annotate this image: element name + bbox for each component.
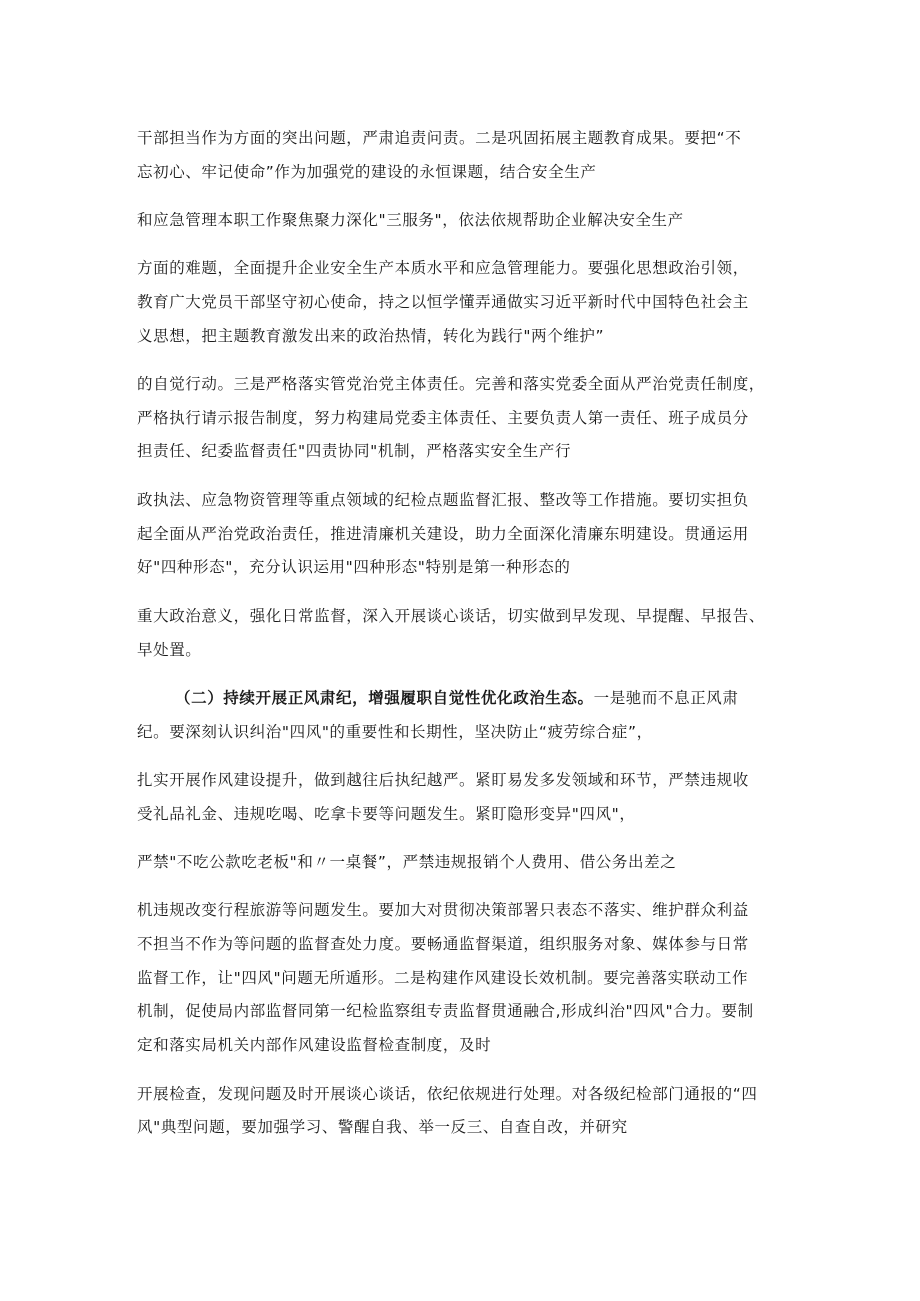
section-heading: （二）持续开展正风肃纪，增强履职自觉性优化政治生态。 — [175, 689, 594, 707]
paragraph-line: 方面的难题，全面提升企业安全生产本质水平和应急管理能力。要强化思想政治引领， — [137, 259, 749, 277]
paragraph-line: 严格执行请示报告制度，努力构建局党委主体责任、主要负责人第一责任、班子成员分 — [137, 409, 749, 427]
paragraph-line: 好"四种形态"，充分认识运用"四种形态"特别是第一种形态的 — [137, 558, 571, 576]
paragraph-line: 机违规改变行程旅游等问题发生。要加大对贯彻决策部署只表态不落实、维护群众利益 — [137, 901, 749, 919]
paragraph-line: 纪。要深刻认识纠治"四风"的重要性和长期性，坚决防止“疲劳综合症”， — [137, 723, 653, 741]
paragraph-line: 开展检查，发现问题及时开展谈心谈话，依纪依规进行处理。对各级纪检部门通报的“四 — [137, 1085, 758, 1103]
paragraph-line: 早处置。 — [137, 641, 202, 659]
paragraph-line: 义思想，把主题教育激发出来的政治热情，转化为践行"两个维护” — [137, 327, 605, 345]
paragraph-line: 监督工作，让"四风"问题无所遁形。二是构建作风建设长效机制。要完善落实联动工作 — [137, 969, 749, 987]
paragraph-line: 不担当不作为等问题的监督查处力度。要畅通监督渠道，组织服务对象、媒体参与日常 — [137, 935, 749, 953]
paragraph-line: 的自觉行动。三是严格落实管党治党主体责任。完善和落实党委全面从严治党责任制度， — [137, 375, 765, 393]
paragraph-line: 忘初心、牢记使命”作为加强党的建设的永恒课题，结合安全生产 — [137, 163, 597, 181]
paragraph-line: 干部担当作为方面的突出问题，严肃追责问责。二是巩固拓展主题教育成果。要把“不 — [137, 129, 742, 147]
paragraph-line: 扎实开展作风建设提升，做到越往后执纪越严。紧盯易发多发领域和环节，严禁违规收 — [137, 771, 749, 789]
paragraph-line: 教育广大党员干部坚守初心使命，持之以恒学懂弄通做实习近平新时代中国特色社会主 — [137, 293, 749, 311]
paragraph-line: 政执法、应急物资管理等重点领域的纪检点题监督汇报、整改等工作措施。要切实担负 — [137, 491, 749, 509]
section-heading-line — [175, 688, 739, 708]
paragraph-line: 和应急管理本职工作聚焦聚力深化"三服务"，依法依规帮助企业解决安全生产 — [137, 211, 684, 229]
section-heading-continuation: 一是驰而不息正风肃 — [593, 689, 739, 707]
paragraph-line: 受礼品礼金、违规吃喝、吃拿卡要等问题发生。紧盯隐形变异"四风"， — [137, 805, 636, 823]
paragraph-line: 风"典型问题，要加强学习、警醒自我、举一反三、自查自改，并研究 — [137, 1118, 628, 1136]
paragraph-line: 机制，促使局内部监督同第一纪检监察组专责监督贯通融合,形成纠治"四风"合力。要制 — [137, 1002, 754, 1020]
paragraph-line: 重大政治意义，强化日常监督，深入开展谈心谈话，切实做到早发现、早提醒、早报告、 — [137, 607, 765, 625]
paragraph-line: 严禁"不吃公款吃老板"和〃一桌餐”，严禁违规报销个人费用、借公务出差之 — [137, 853, 677, 871]
paragraph-line: 起全面从严治党政治责任，推进清廉机关建设，助力全面深化清廉东明建设。贯通运用 — [137, 525, 749, 543]
paragraph-line: 定和落实局机关内部作风建设监督检查制度，及时 — [137, 1036, 492, 1054]
paragraph-line: 担责任、纪委监督责任"四责协同"机制，严格落实安全生产行 — [137, 442, 572, 460]
